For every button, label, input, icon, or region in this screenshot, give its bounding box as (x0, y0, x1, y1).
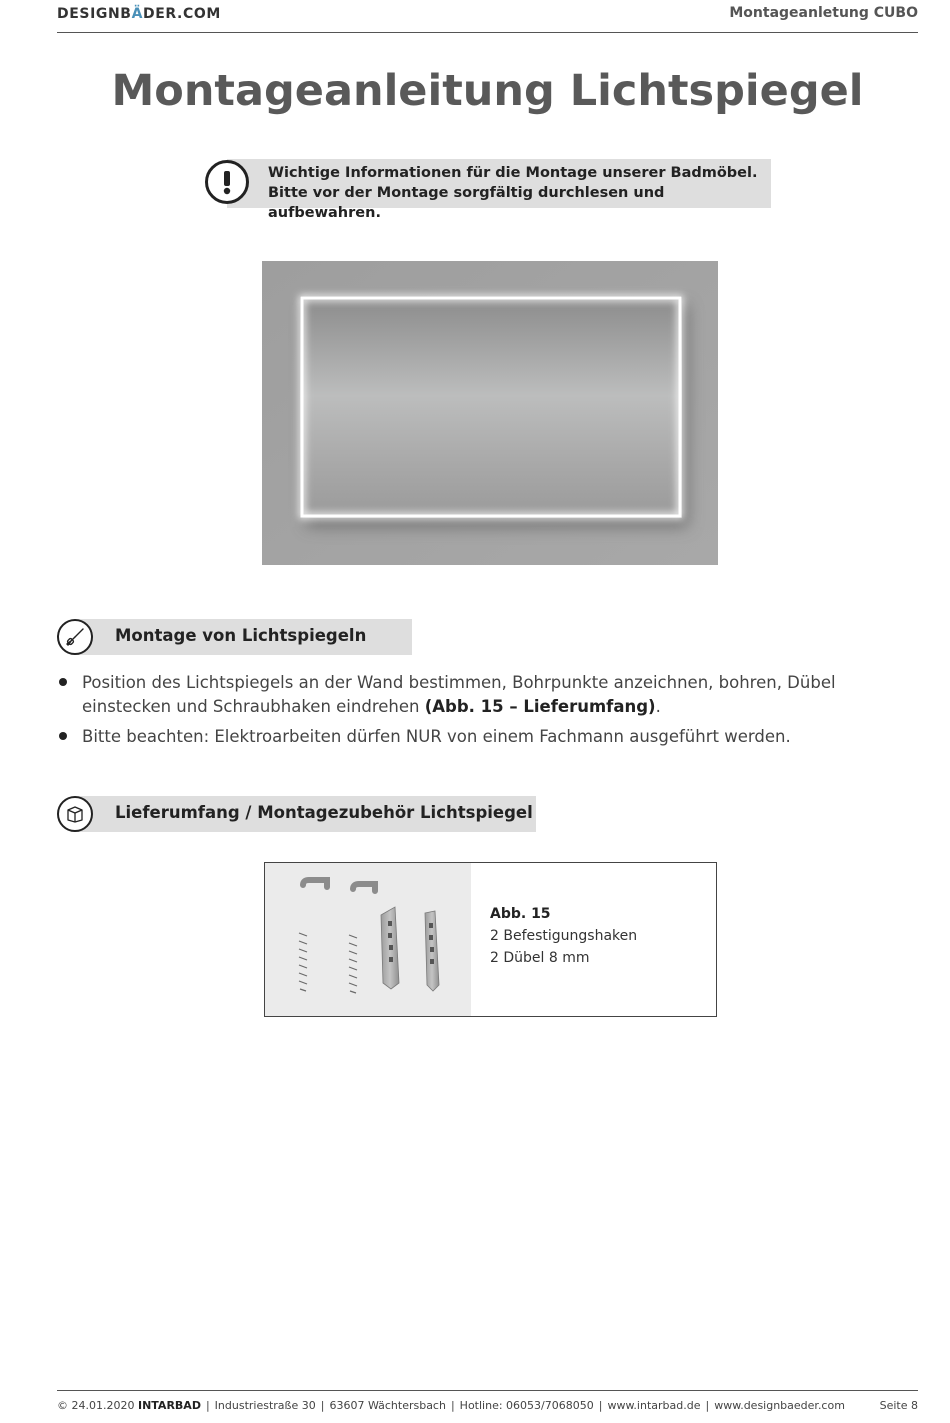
mirror-photo (262, 261, 718, 565)
screwdriver-icon (57, 619, 93, 655)
logo-text-end: DER.COM (143, 6, 221, 22)
notice-line-2: Bitte vor der Montage sorgfältig durchlesen und aufbewahren. (268, 185, 665, 221)
instruction-text: Bitte beachten: Elektroarbeiten dürfen NUR von einem Fachmann ausgeführt werden. (82, 727, 791, 746)
document-name: Montageanletung CUBO (729, 5, 918, 21)
parts-item-dowels: 2 Dübel 8 mm (490, 950, 590, 966)
logo-text-accent: Ä (131, 6, 143, 22)
box-icon (57, 796, 93, 832)
logo-text-start: DESIGNB (57, 6, 132, 22)
notice-text (268, 163, 771, 223)
hooks-and-dowels-photo (265, 863, 471, 1016)
instruction-text: Position des Lichtspiegels an der Wand bestimmen, Bohrpunkte anzeichnen, bohren, Dübel einstecken und Schraubhaken eindrehen (82, 673, 836, 716)
instruction-list (57, 671, 918, 755)
footer-street: Industriestraße 30 (214, 1399, 316, 1412)
instruction-tail: . (655, 697, 661, 716)
parts-caption (490, 903, 637, 969)
footer-hotline: Hotline: 06053/7068050 (459, 1399, 594, 1412)
dowel-2 (425, 911, 439, 991)
footer-link-designbaeder[interactable]: www.designbaeder.com (714, 1399, 845, 1412)
footer-company: INTARBAD (137, 1399, 201, 1412)
parts-item-hooks: 2 Befestigungshaken (490, 928, 638, 944)
footer-divider (57, 1390, 918, 1391)
page-title: Montageanleitung Lichtspiegel (111, 66, 864, 116)
section-title-delivery: Lieferumfang / Montagezubehör Lichtspiegel (115, 803, 533, 822)
notice-box (205, 159, 771, 221)
footer-info: © 24.01.2020 INTARBAD | Industriestraße 30 | 63607 Wächtersbach | Hotline: 06053/7068050 | www.intarbad.de | www.designbaeder.com (57, 1399, 845, 1412)
list-item (57, 671, 918, 719)
figure-label: Abb. 15 (490, 906, 551, 922)
page-number: Seite 8 (879, 1399, 918, 1412)
brand-logo (57, 6, 221, 22)
section-title-montage: Montage von Lichtspiegeln (115, 626, 367, 645)
notice-line-1: Wichtige Informationen für die Montage unserer Badmöbel. (268, 165, 758, 181)
list-item (57, 725, 918, 749)
header-divider (57, 32, 918, 33)
dowel-1 (381, 907, 399, 989)
parts-figure (264, 862, 717, 1017)
footer-city: 63607 Wächtersbach (329, 1399, 446, 1412)
figure-reference: (Abb. 15 – Lieferumfang) (424, 697, 656, 716)
footer-link-intarbad[interactable]: www.intarbad.de (607, 1399, 701, 1412)
exclamation-icon (205, 160, 249, 204)
footer-date: © 24.01.2020 (57, 1399, 135, 1412)
hook-1 (299, 880, 327, 995)
hook-2 (349, 884, 375, 997)
